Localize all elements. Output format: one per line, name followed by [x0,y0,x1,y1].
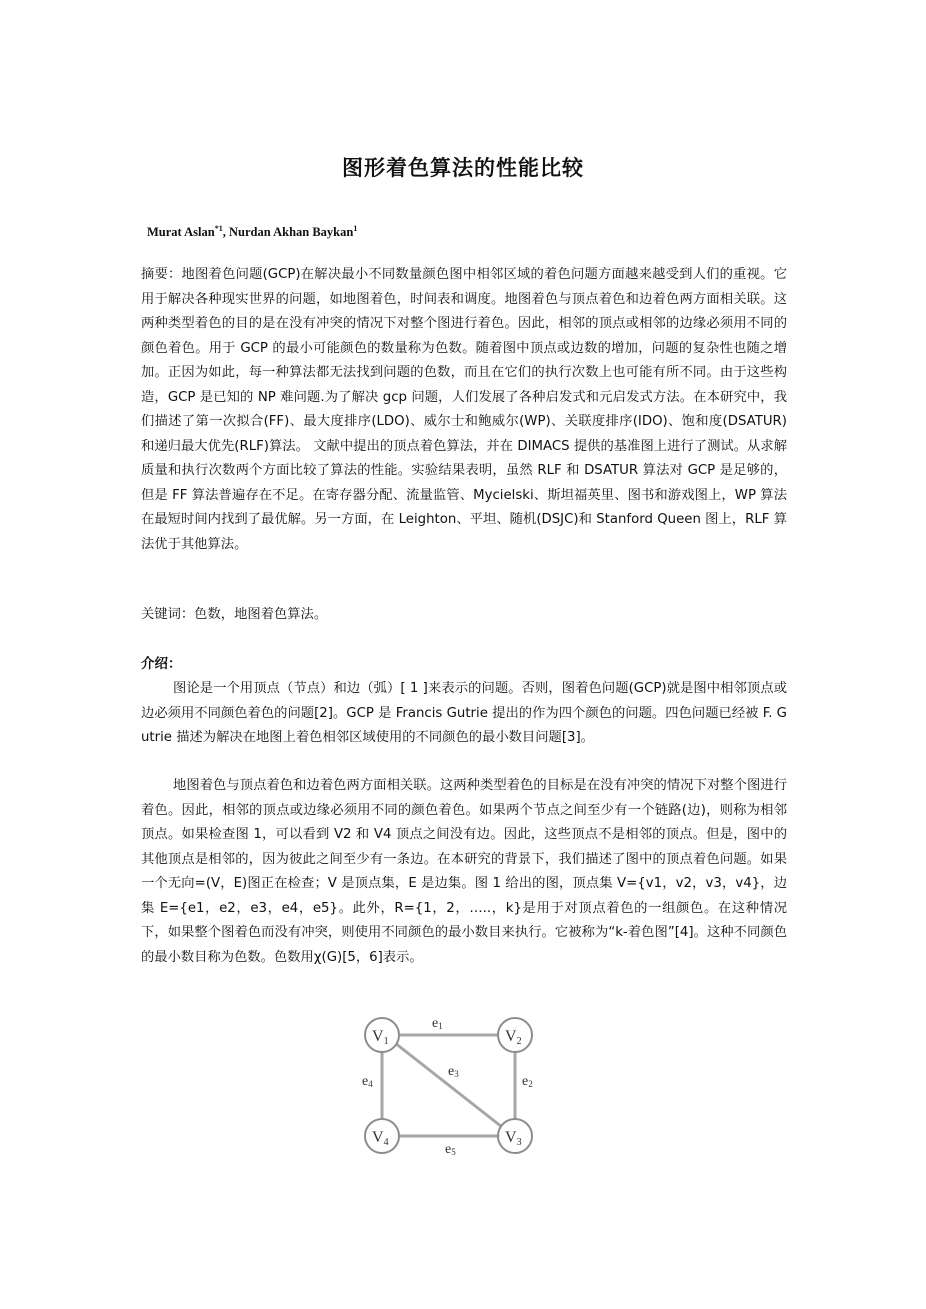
edge-label-e2: e2 [522,1074,533,1089]
author-name: Murat Aslan [147,225,215,240]
vertex-label-v2: V2 [505,1028,522,1047]
edge-label-e5: e5 [445,1142,456,1157]
intro-paragraph-1: 图论是一个用顶点（节点）和边（弧）[ 1 ]来表示的问题。否则，图着色问题(GCP)就是图中相邻顶点或边必须用不同颜色着色的问题[2]。GCP 是 Francis Gutrie 提出的作为四个颜色的问题。四色问题已经被 F. Gutrie 描述为解决在地图上着色相邻区域使用的不同颜色的最小数目问题[3]。 [141,681,787,745]
paper-title: 图形着色算法的性能比较 [342,155,584,180]
abstract-paragraph: 摘要：地图着色问题(GCP)在解决最小不同数量颜色图中相邻区域的着色问题方面越来越受到人们的重视。它用于解决各种现实世界的问题，如地图着色，时间表和调度。地图着色与顶点着色和边着色两方面相关联。这两种类型着色的目的是在没有冲突的情况下对整个图进行着色。因此，相邻的顶点或相邻的边缘必须用不同的颜色着色。用于 GCP 的最小可能颜色的数量称为色数。随着图中顶点或边数的增加，问题的复杂性也随之增加。正因为如此，每一种算法都无法找到问题的色数，而且在它们的执行次数上也可能有所不同。由于这些构造，GCP 是已知的 NP 难问题.为了解决 gcp 问题，人们发展了各种启发式和元启发式方法。在本研究中，我们描述了第一次拟合(FF)、最大度排序(LDO)、威尔士和鲍威尔(WP)、关联度排序(IDO)、饱和度(DSATUR)和递归最大优先(RLF)算法。 文献中提出的顶点着色算法，并在 DIMACS 提供的基准图上进行了测试。从求解质量和执行次数两个方面比较了算法的性能。实验结果表明，虽然 RLF 和 DSATUR 算法对 GCP 是足够的，但是 FF 算法普遍存在不足。在寄存器分配、流量监管、Mycielski、斯坦福英里、图书和游戏图上，WP 算法在最短时间内找到了最优解。另一方面，在 Leighton、平坦、随机(DSJC)和 Stanford Queen 图上，RLF 算法优于其他算法。 [141,267,787,552]
vertex-label-v4: V4 [372,1129,389,1148]
author-name: Nurdan Akhan Baykan [228,225,354,240]
graph-edge-e3 [395,1043,502,1127]
author-separator: , [222,225,229,240]
author-affiliation-mark: 1 [353,224,358,233]
author-affiliation-mark: *1 [214,224,223,233]
section-heading-introduction: 介绍： [141,656,182,672]
author-line [147,224,357,240]
edge-label-e4: e4 [362,1074,373,1089]
edge-label-e1: e1 [432,1016,443,1031]
graph-figure [350,1005,550,1165]
vertex-label-v1: V1 [372,1028,389,1047]
edge-label-e3: e3 [448,1064,459,1079]
keywords-line: 关键词：色数，地图着色算法。 [141,607,328,622]
intro-paragraph-2: 地图着色与顶点着色和边着色两方面相关联。这两种类型着色的目标是在没有冲突的情况下对整个图进行着色。因此，相邻的顶点或边缘必须用不同的颜色着色。如果两个节点之间至少有一个链路(边)，则称为相邻顶点。如果检查图 1，可以看到 V2 和 V4 顶点之间没有边。因此，这些顶点不是相邻的顶点。但是，图中的其他顶点是相邻的，因为彼此之间至少有一条边。在本研究的背景下，我们描述了图中的顶点着色问题。如果一个无向=(V，E)图正在检查；V 是顶点集，E 是边集。图 1 给出的图，顶点集 V={v1，v2，v3，v4}，边集 E={e1，e2，e3，e4，e5}。此外，R={1，2，…..，k}是用于对顶点着色的一组颜色。在这种情况下，如果整个图着色而没有冲突，则使用不同颜色的最小数目来执行。它被称为“k-着色图”[4]。这种不同颜色的最小数目称为色数。色数用χ(G)[5，6]表示。 [141,778,787,965]
vertex-label-v3: V3 [505,1129,522,1148]
